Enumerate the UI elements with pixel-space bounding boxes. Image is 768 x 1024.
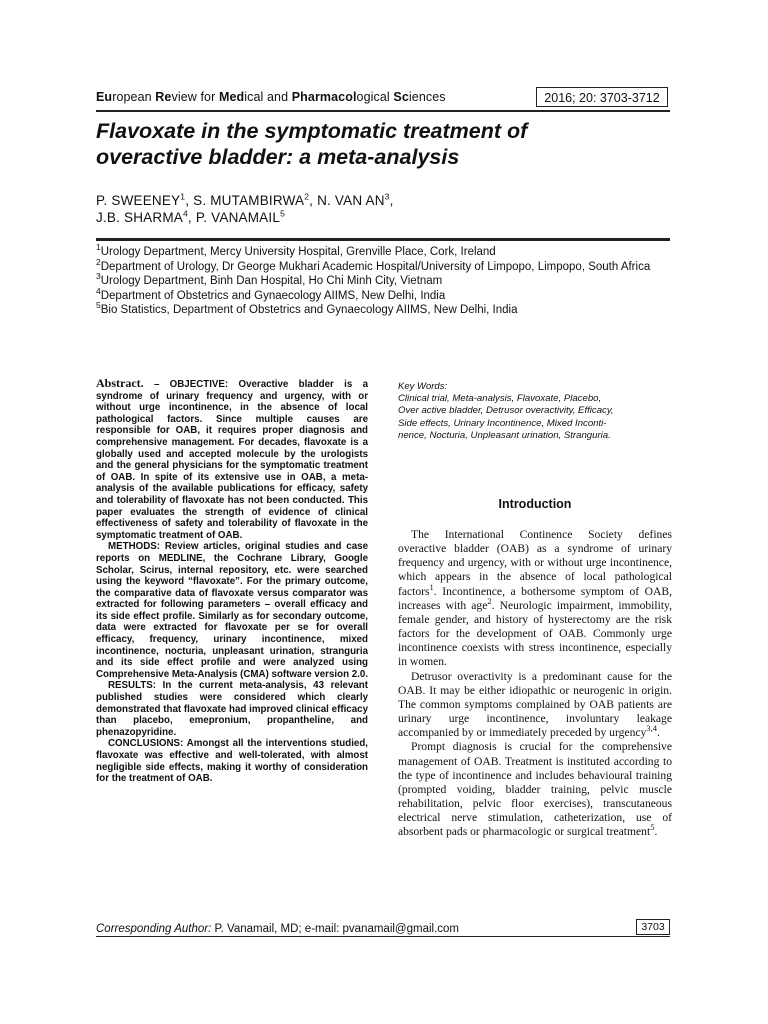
intro-p2-text-b: .: [656, 726, 660, 740]
affiliation-list: [96, 242, 676, 318]
keywords-text: [398, 393, 672, 443]
conclusions-text: Amongst all the interventions studied, flavoxate was effective and well-tolerated, with almost negligible side effects, making it worthy of consideration for the treatment of OAB.: [96, 738, 368, 785]
keywords-title: Key Words:: [398, 381, 448, 392]
intro-paragraph-3: [398, 740, 672, 839]
abstract-label: Abstract.: [96, 376, 144, 390]
affiliation-item: [96, 256, 676, 275]
affiliation-number: 1: [96, 242, 101, 253]
results-label: RESULTS:: [108, 680, 157, 692]
keywords-line: nence, Nocturia, Unpleasant urination, Stranguria.: [398, 430, 611, 442]
corresponding-author: [96, 923, 459, 935]
journal-name-part: ogical: [356, 90, 394, 104]
introduction-heading: Introduction: [498, 497, 572, 511]
affiliation-text: Department of Urology, Dr George Mukhari Academic Hospital/University of Limpopo, Limpopo, South Africa: [100, 260, 651, 273]
abstract-conclusions: [96, 738, 368, 784]
keywords-line: Over active bladder, Detrusor overactivity, Efficacy,: [398, 405, 614, 417]
intro-p3-text-a: Prompt diagnosis is crucial for the comprehensive management of OAB. Treatment is instituted according to the type of incontinence and includes behavioural training (prompted voiding, bladder training, pelvic muscle rehabilitation, pelvic floor exercises), transcutaneous electrical nerve stimulation, catheterization, use of absorbent pads or pharmacologic or surgical treatment: [398, 740, 672, 839]
journal-name-part: ical and: [244, 90, 292, 104]
journal-name-part: Sc: [393, 90, 409, 104]
intro-p1-text-b: . Incontinence, a bothersome symptom of OAB, increases with age: [398, 584, 672, 612]
affiliation-number: 3: [96, 271, 101, 282]
affiliation-number: 5: [96, 300, 101, 311]
abstract-results: [96, 680, 368, 738]
methods-text: Review articles, original studies and case reports on MEDLINE, the Cochrane Library, Google Scholar, Scirus, internal repository, etc. were searched using the keyword “flavoxate”. For the primary outcome, the comparative data of flavoxate versus comparator was extracted for following parameters – overall efficacy and its side effect profile. Similarly as for secondary outcome, data were extracted for flavoxate per se for overall efficacy, frequency, urinary incontinence, mixed incontinence, nocturia, unpleasant urination, stranguria and its side effect profile and were analyzed using Comprehensive Meta-Analysis (CMA) software version 2.0.: [96, 541, 368, 680]
intro-p3-text-b: .: [654, 825, 658, 839]
journal-name-part: Med: [218, 90, 245, 104]
author-name: S. MUTAMBIRWA: [193, 193, 305, 208]
journal-name-part: Eu: [96, 90, 113, 104]
citation-ref: 1: [429, 581, 434, 592]
abstract-dash: –: [143, 379, 170, 390]
author-name: N. VAN AN: [317, 193, 385, 208]
citation-ref: 3,4: [646, 723, 657, 734]
affiliation-number: 4: [96, 285, 101, 296]
page-number: 3703: [636, 919, 670, 935]
affiliation-number: 2: [96, 256, 101, 267]
journal-name-part: iences: [408, 90, 446, 104]
conclusions-label: CONCLUSIONS:: [108, 738, 184, 750]
journal-name-part: view for: [171, 90, 219, 104]
header-rule: [96, 110, 670, 112]
author-affiliation-ref: 2: [304, 191, 310, 202]
author-affiliation-ref: 3: [384, 191, 390, 202]
intro-p1-text-a: The International Continence Society defines overactive bladder (OAB) as a syndrome of urinary frequency and urgency, with or without urge incontinence, which appears in the absence of local pathological factors: [398, 528, 672, 598]
journal-name-part: Pharmacol: [291, 90, 357, 104]
author-name: P. VANAMAIL: [195, 210, 281, 225]
footer-rule: [96, 936, 670, 937]
methods-label: METHODS:: [108, 541, 160, 553]
affiliation-text: Bio Statistics, Department of Obstetrics and Gynaecology AIIMS, New Delhi, India: [100, 304, 518, 316]
objective-label: OBJECTIVE:: [169, 379, 229, 390]
affiliation-item: [96, 271, 676, 289]
author-affiliation-ref: 4: [182, 208, 188, 219]
author-name: J.B. SHARMA: [96, 210, 183, 225]
affiliation-rule: [96, 238, 670, 241]
intro-paragraph-1: [398, 528, 672, 670]
corresponding-author-text: P. Vanamail, MD; e-mail: pvanamail@gmail.com: [211, 923, 460, 935]
journal-name-part: ropean: [112, 90, 156, 104]
author-name: P. SWEENEY: [96, 193, 181, 208]
abstract-objective: [96, 378, 368, 541]
affiliation-text: Department of Obstetrics and Gynaecology AIIMS, New Delhi, India: [100, 289, 446, 302]
intro-paragraph-2: [398, 670, 672, 741]
author-line-2: J.B. SHARMA$^4$, P. VANAMAIL$^5$: [96, 208, 285, 225]
author-line-1: P. SWEENEY$^1$, S. MUTAMBIRWA$^2$, N. VAN $AN^3$,: [96, 191, 394, 208]
keywords-line: Clinical trial, Meta-analysis, Flavoxate, Placebo,: [398, 393, 602, 404]
citation-box: 2016; 20: 3703-3712: [536, 87, 668, 107]
title-line-2: overactive bladder: a meta-analysis: [96, 145, 460, 169]
affiliation-text: Urology Department, Binh Dan Hospital, Ho Chi Minh City, Vietnam: [100, 275, 443, 287]
corresponding-author-label: Corresponding Author:: [96, 923, 212, 935]
results-text: In the current meta-analysis, 43 relevant published studies were considered which clearly demonstrated that flavoxate had improved clinical efficacy than placebo, emepronium, propantheline, and phenazopyridine.: [96, 680, 368, 738]
intro-p2-text-a: Detrusor overactivity is a predominant cause for the OAB. It may be either idiopathic or neurogenic in origin. The common symptoms complained by OAB patients are urinary urge incontinence, involuntary leakage accompanied by or immediately preceded by urgency: [398, 669, 672, 740]
affiliation-item: [96, 242, 676, 260]
article-title: [96, 118, 676, 170]
citation-ref: 2: [487, 595, 492, 606]
keywords-line: Side effects, Urinary Incontinence, Mixed Inconti-: [398, 417, 607, 429]
author-list: [96, 192, 676, 226]
journal-name-part: Re: [155, 90, 172, 104]
author-affiliation-ref: 5: [280, 208, 285, 219]
abstract: [96, 378, 368, 785]
title-line-1: Flavoxate in the symptomatic treatment of: [96, 119, 528, 143]
author-affiliation-ref: 1: [180, 191, 186, 202]
journal-name: [96, 90, 446, 104]
abstract-methods: [96, 541, 368, 680]
affiliation-item: [96, 300, 676, 318]
intro-p1-text-c: . Neurologic impairment, immobility, female gender, and history of hysterectomy are the risk factors for the development of OAB. Commonly urge incontinence coexists with stress incontinence, especially in women.: [398, 598, 673, 669]
citation-ref: 5: [650, 822, 655, 833]
affiliation-item: [96, 285, 676, 304]
objective-text: Overactive bladder is a syndrome of urinary frequency and urgency, with or without urge incontinence, in the absence of local pathological factors. Since multiple causes are responsible for OAB, it requires proper diagnosis and comprehensive management. For decades, flavoxate is a globally used and accepted molecule by the urologists and the general physicians for the symptomatic treatment of OAB. In spite of its extensive use in OAB, a meta-analysis of the available publications for efficacy, safety and tolerability of flavoxate has not been conducted. This paper evaluates the strength of evidence of clinical effectiveness of safety and tolerability of flavoxate in the symptomatic treatment of OAB.: [96, 379, 368, 541]
introduction-body: [398, 528, 672, 839]
affiliation-text: Urology Department, Mercy University Hospital, Grenville Place, Cork, Ireland: [100, 246, 496, 258]
